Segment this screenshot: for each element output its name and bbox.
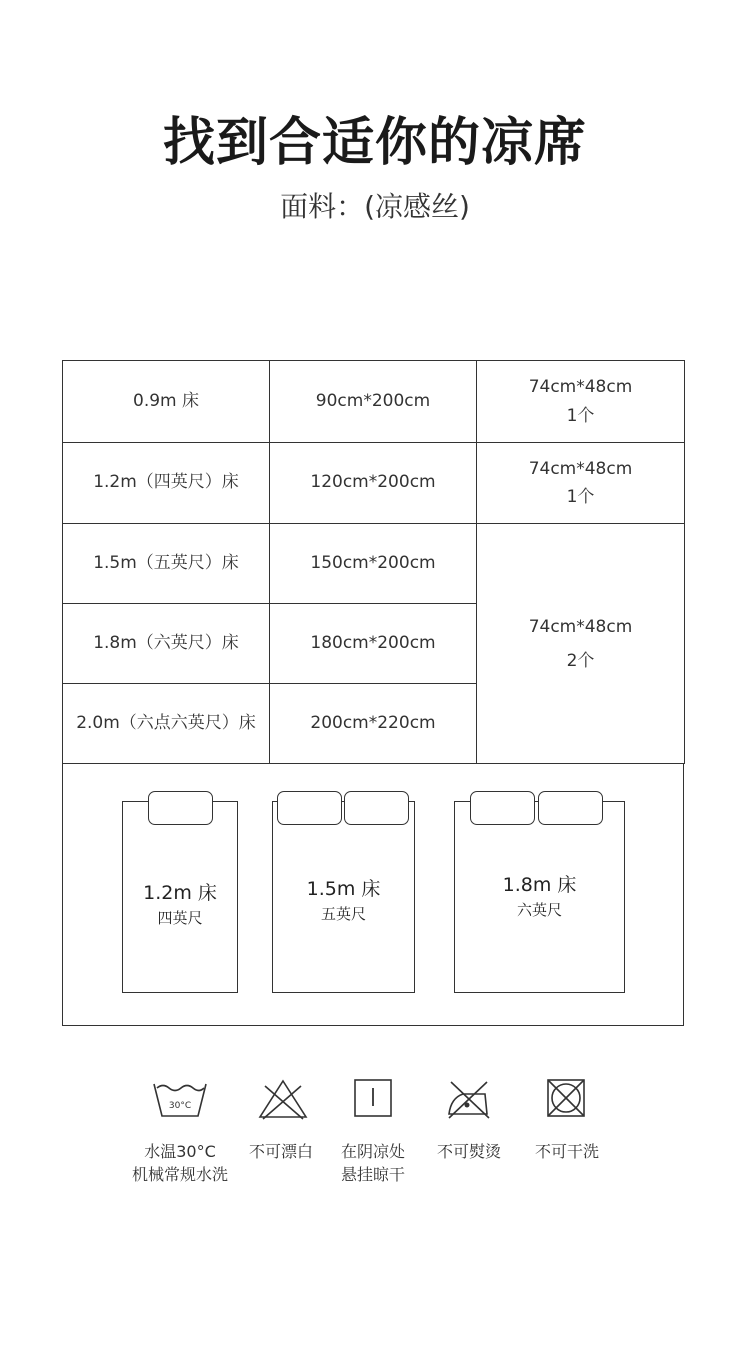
care-text-line: 悬挂晾干: [340, 1165, 405, 1185]
bed-size-cell: 1.5m（五英尺）床: [63, 524, 270, 604]
merged-pillow-cell: [477, 524, 685, 764]
table-row: [63, 443, 685, 524]
bed-diagram-panel: [62, 763, 684, 1026]
sheet-size-cell: 90cm*200cm: [270, 361, 477, 443]
bed-outline: [454, 801, 625, 993]
care-text-line: 不可漂白: [248, 1142, 313, 1161]
bed-outline: [122, 801, 238, 993]
page-title: 找到合适你的凉席: [162, 113, 587, 173]
bed-size-cell: 2.0m（六点六英尺）床: [63, 684, 270, 764]
no-iron-icon: [444, 1078, 494, 1120]
sheet-size-cell: 150cm*200cm: [270, 524, 477, 604]
care-label-wash: [110, 1140, 250, 1186]
pillow-cell: [477, 361, 685, 443]
pillow-size: 74cm*48cm: [528, 458, 633, 479]
bed-size-text: 1.5m 床: [306, 878, 381, 900]
sheet-size-cell: 120cm*200cm: [270, 443, 477, 524]
pillow-shape: [538, 791, 603, 825]
care-text-line: 机械常规水洗: [131, 1165, 228, 1185]
care-label-no-iron: [424, 1140, 514, 1163]
machine-wash-30-icon: [150, 1078, 210, 1120]
pillow-count: 1个: [566, 487, 595, 507]
sheet-size-cell: 200cm*220cm: [270, 684, 477, 764]
fabric-subtitle: 面料：(凉感丝): [280, 190, 470, 223]
pillow-cell: [477, 443, 685, 524]
bed-size-text: 1.8m 床: [502, 874, 577, 896]
bed-label: [455, 870, 624, 920]
bed-label: [273, 874, 414, 924]
bed-size-cell: 1.2m（四英尺）床: [63, 443, 270, 524]
pillow-shape: [277, 791, 342, 825]
bed-outline: [272, 801, 415, 993]
bed-feet-text: 六英尺: [516, 901, 562, 919]
bed-feet-text: 五英尺: [320, 905, 366, 923]
pillow-size: 74cm*48cm: [528, 616, 633, 637]
bed-label: [123, 878, 237, 928]
pillow-shape: [470, 791, 535, 825]
care-label-no-dry-clean: [522, 1140, 612, 1163]
pillow-count: 1个: [566, 405, 595, 426]
care-label-no-bleach: [236, 1140, 326, 1163]
care-text-line: 不可熨烫: [436, 1142, 501, 1161]
size-table: [62, 360, 684, 764]
care-text-line: 在阴凉处: [340, 1142, 405, 1161]
bed-size-text: 1.2m 床: [143, 882, 217, 904]
bed-feet-text: 四英尺: [157, 909, 203, 927]
pillow-size: 74cm*48cm: [528, 377, 633, 398]
table-row: [63, 524, 685, 604]
table-row: [63, 361, 685, 443]
bed-size-cell: 1.8m（六英尺）床: [63, 604, 270, 684]
line-dry-shade-icon: [352, 1078, 394, 1120]
care-text-line: 水温30°C: [144, 1142, 216, 1161]
no-bleach-icon: [256, 1078, 310, 1120]
pillow-count: 2个: [566, 650, 595, 671]
no-dry-clean-icon: [545, 1078, 587, 1120]
bed-size-cell: 0.9m 床: [63, 361, 270, 443]
sheet-size-cell: 180cm*200cm: [270, 604, 477, 684]
care-text-line: 不可干洗: [534, 1142, 599, 1161]
pillow-shape: [344, 791, 409, 825]
care-label-line-dry: [328, 1140, 418, 1186]
wash-temp-text: 30°C: [168, 1101, 192, 1111]
pillow-shape: [148, 791, 213, 825]
